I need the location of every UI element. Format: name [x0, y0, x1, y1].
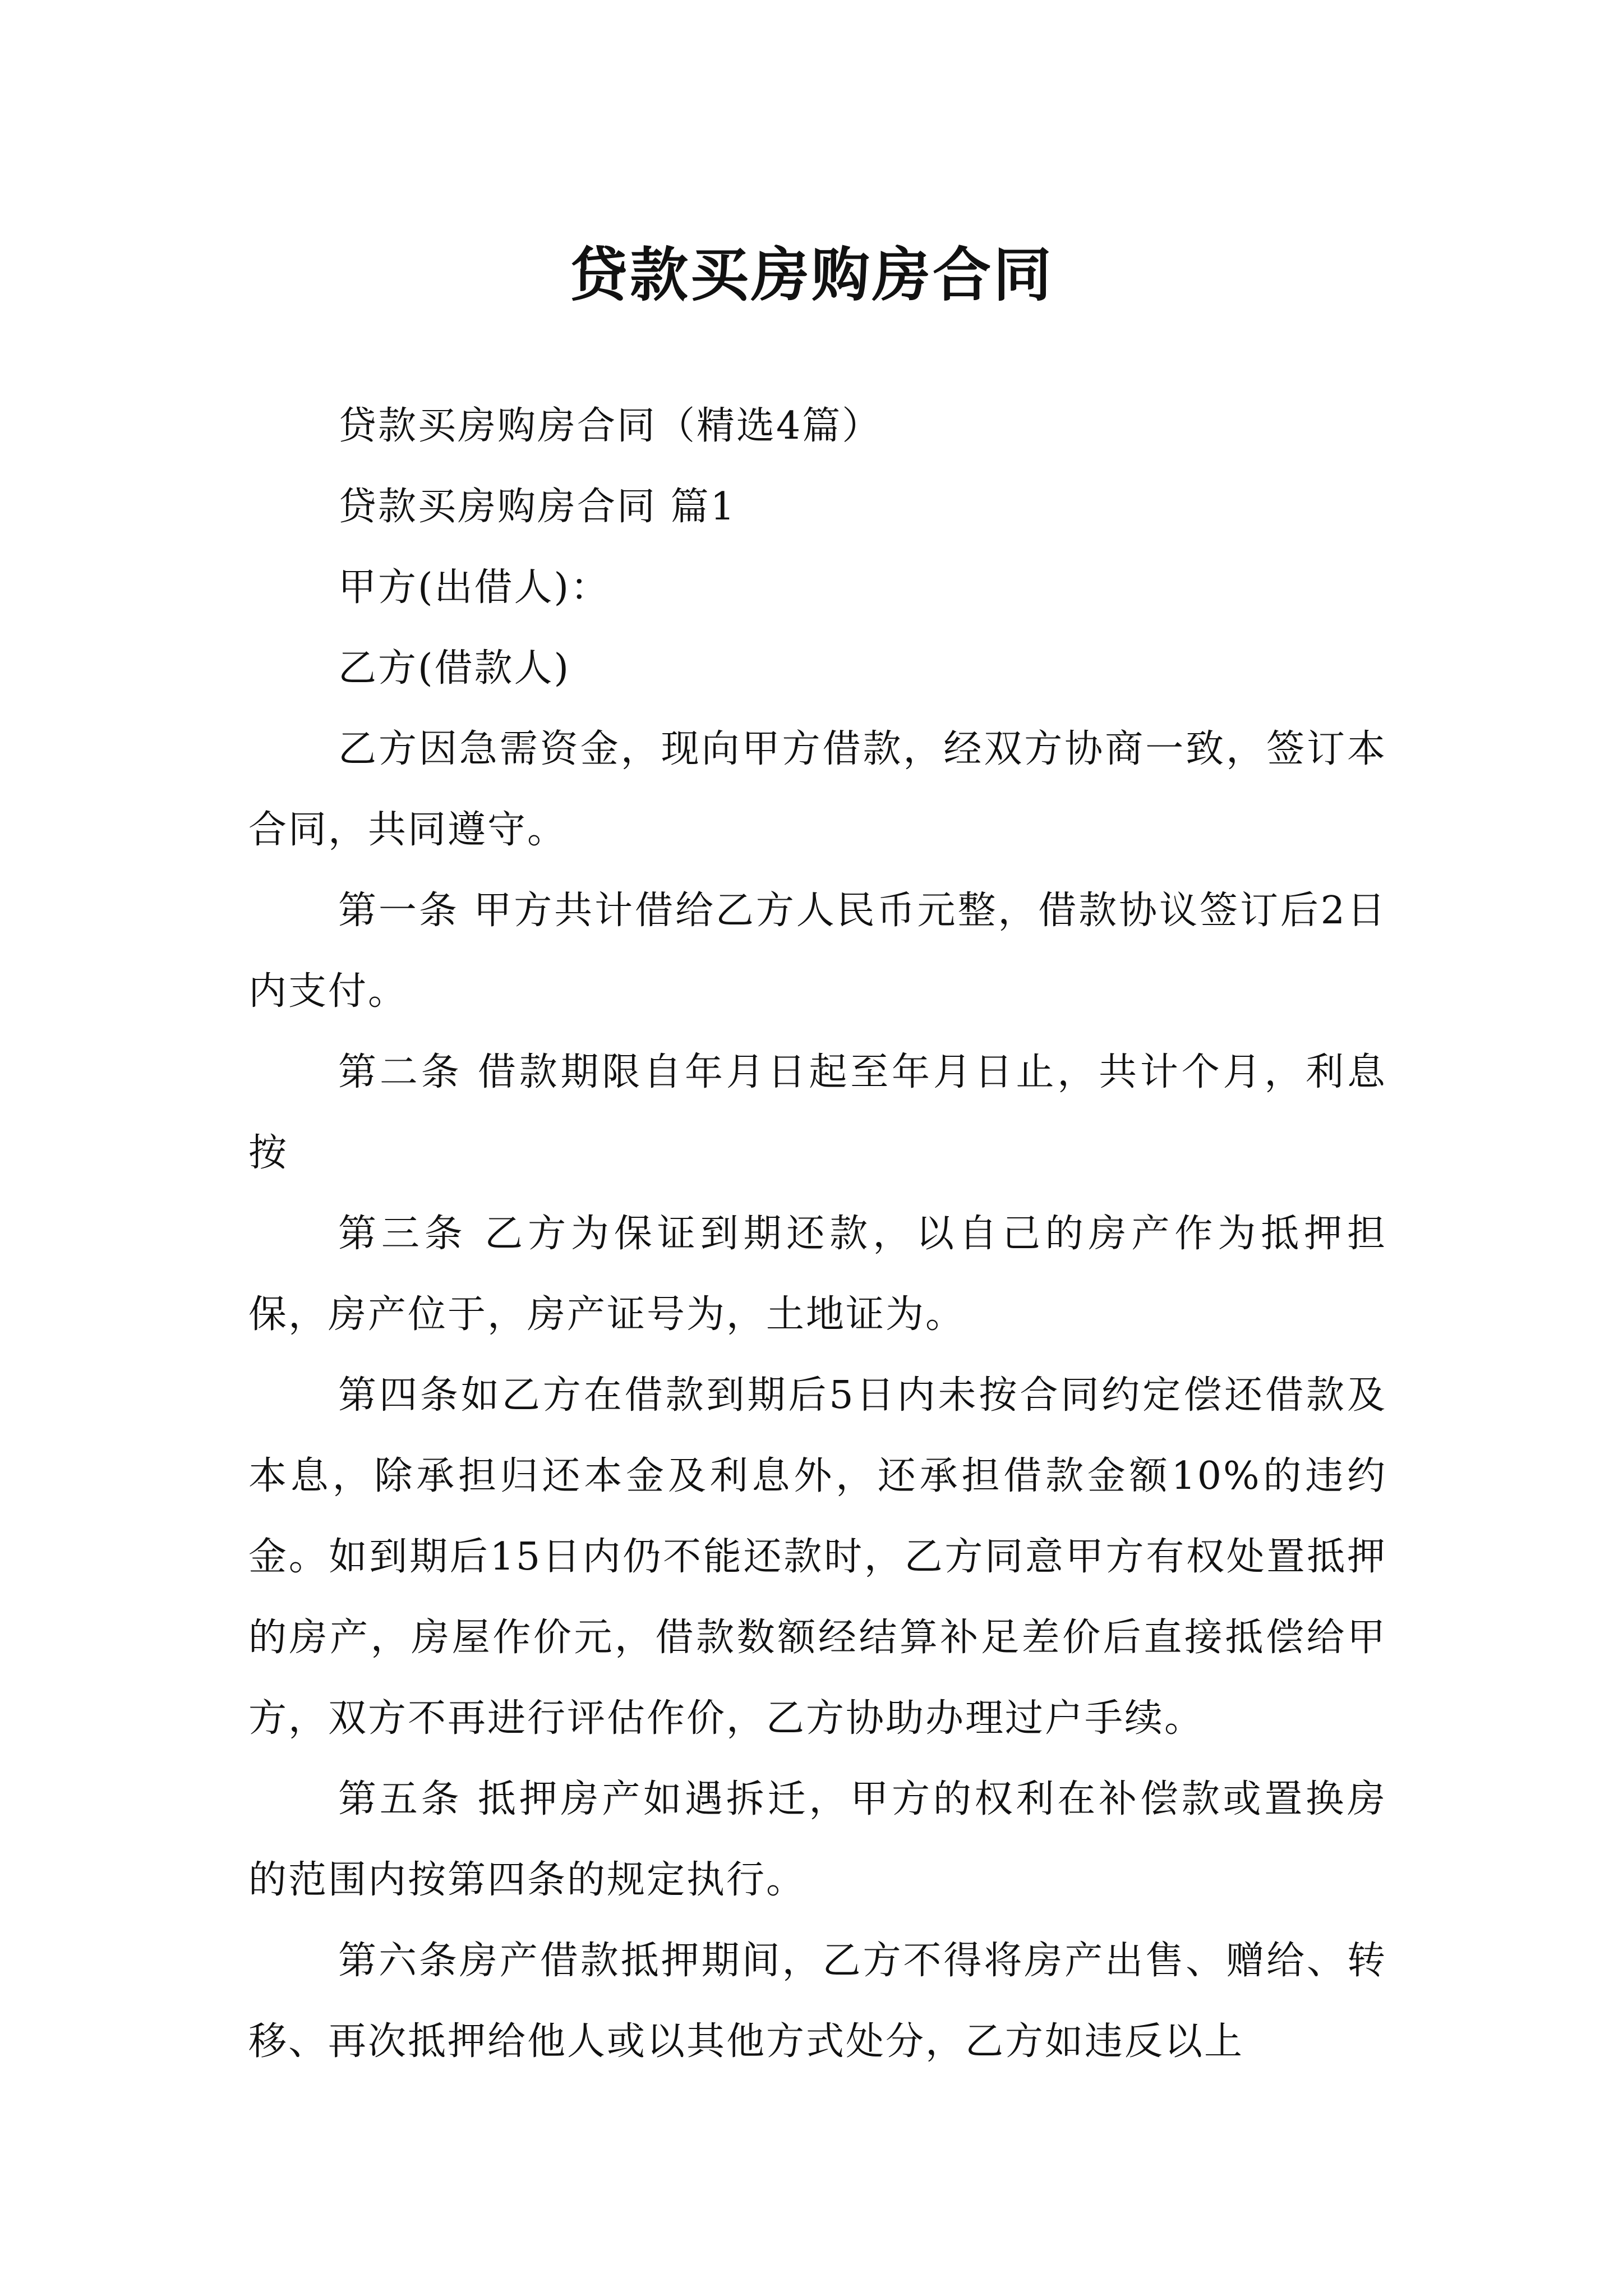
section-heading: 贷款买房购房合同 篇1 — [338, 485, 736, 529]
party-a-line: 甲方(出借人)： — [338, 565, 611, 610]
document-title: 贷款买房购房合同 — [569, 240, 1054, 309]
article-5: 第五条 抵押房产如遇拆迁，甲方的权利在补偿款或置换房的范围内按第四条的规定执行。 — [248, 1777, 1387, 1902]
party-b-line: 乙方(借款人) — [338, 646, 571, 691]
article-1: 第一条 甲方共计借给乙方人民币元整，借款协议签订后2日内支付。 — [248, 889, 1387, 1014]
article-3: 第三条 乙方为保证到期还款，以自己的房产作为抵押担保，房产位于，房产证号为，土地证为。 — [248, 1212, 1387, 1337]
article-4: 第四条如乙方在借款到期后5日内未按合同约定偿还借款及本息，除承担归还本金及利息外，还承担借款金额10%的违约金。如到期后15日内仍不能还款时，乙方同意甲方有权处置抵押的房产，房屋作价元，借款数额经结算补足差价后直接抵偿给甲方，双方不再进行评估作价，乙方协助办理过户手续。 — [248, 1373, 1387, 1741]
document-body — [248, 386, 1387, 2082]
article-6: 第六条房产借款抵押期间，乙方不得将房产出售、赠给、转移、再次抵押给他人或以其他方式处分，乙方如违反以上 — [248, 1939, 1387, 2064]
preamble-paragraph: 乙方因急需资金，现向甲方借款，经双方协商一致，签订本合同，共同遵守。 — [248, 727, 1387, 852]
article-2: 第二条 借款期限自年月日起至年月日止，共计个月，利息按 — [248, 1050, 1387, 1175]
subtitle-paragraph: 贷款买房购房合同（精选4篇） — [338, 404, 882, 448]
